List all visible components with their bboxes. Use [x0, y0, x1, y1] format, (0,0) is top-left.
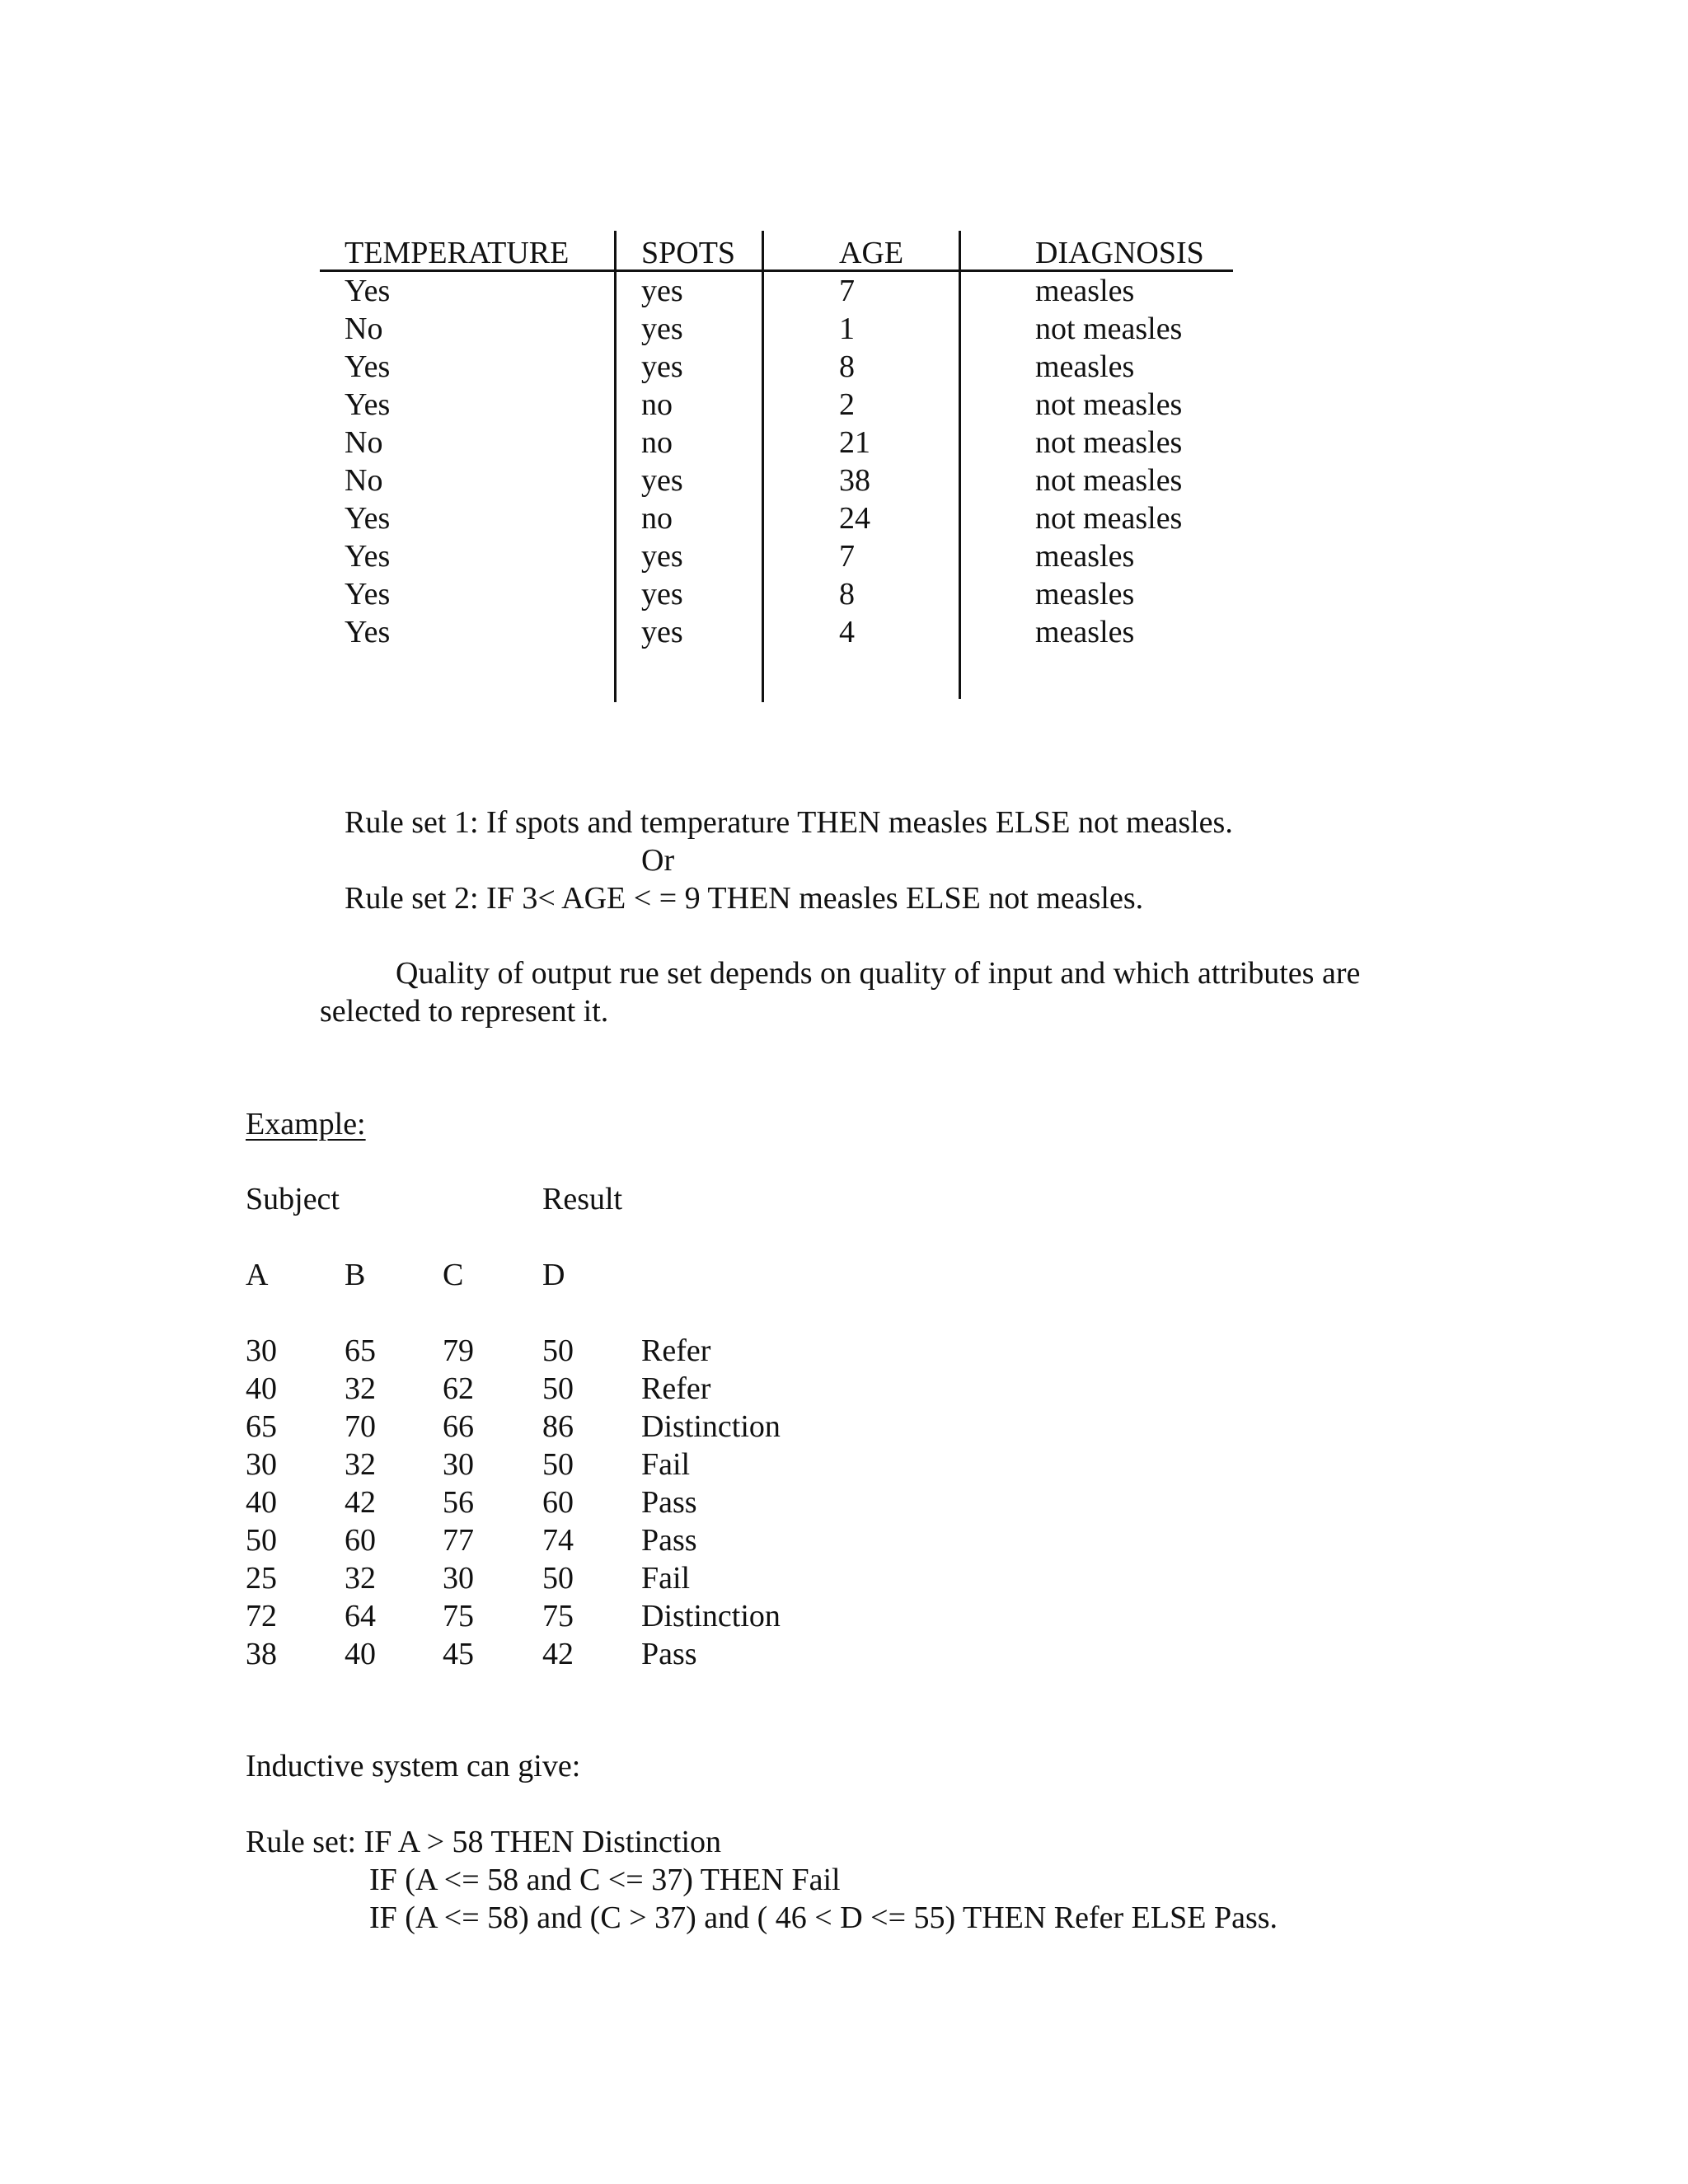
measles-cell: Yes	[345, 577, 391, 612]
header-age: AGE	[839, 236, 904, 270]
column-b: B	[345, 1258, 366, 1292]
example-score-cell: 50	[542, 1561, 574, 1596]
example-score-cell: 56	[443, 1485, 474, 1520]
measles-cell: No	[345, 425, 383, 460]
measles-cell: Yes	[345, 501, 391, 536]
column-c: C	[443, 1258, 464, 1292]
measles-cell: measles	[1035, 615, 1135, 649]
measles-cell: measles	[1035, 349, 1135, 384]
quality-line-1: Quality of output rue set depends on quality of input and which attributes are	[396, 956, 1361, 991]
measles-cell: not measles	[1035, 501, 1183, 536]
measles-cell: Yes	[345, 387, 391, 422]
example-score-cell: 86	[542, 1409, 574, 1444]
example-score-cell: 40	[246, 1485, 277, 1520]
measles-cell: 7	[839, 539, 855, 574]
example-result-cell: Fail	[641, 1561, 691, 1596]
example-score-cell: 50	[246, 1523, 277, 1558]
table-divider-1	[614, 231, 617, 702]
measles-cell: measles	[1035, 577, 1135, 612]
rule-or: Or	[641, 843, 675, 878]
measles-cell: No	[345, 312, 383, 346]
measles-cell: 8	[839, 577, 855, 612]
measles-cell: 24	[839, 501, 870, 536]
example-score-cell: 66	[443, 1409, 474, 1444]
example-score-cell: 75	[542, 1599, 574, 1633]
subject-label: Subject	[246, 1182, 340, 1216]
example-score-cell: 50	[542, 1447, 574, 1482]
measles-cell: yes	[641, 539, 683, 574]
measles-cell: no	[641, 501, 673, 536]
measles-cell: not measles	[1035, 425, 1183, 460]
measles-cell: not measles	[1035, 312, 1183, 346]
example-score-cell: 32	[345, 1447, 376, 1482]
example-score-cell: 72	[246, 1599, 277, 1633]
table-divider-3	[959, 231, 961, 699]
header-temperature: TEMPERATURE	[345, 236, 570, 270]
example-score-cell: 45	[443, 1637, 474, 1671]
example-score-cell: 60	[345, 1523, 376, 1558]
example-score-cell: 30	[246, 1333, 277, 1368]
measles-cell: 21	[839, 425, 870, 460]
example-result-cell: Pass	[641, 1523, 697, 1558]
table-divider-2	[762, 231, 764, 702]
rule-set-2: Rule set 2: IF 3< AGE < = 9 THEN measles ELSE not measles.	[345, 881, 1144, 916]
example-score-cell: 50	[542, 1333, 574, 1368]
measles-cell: 38	[839, 463, 870, 498]
inductive-rule-3: IF (A <= 58) and (C > 37) and ( 46 < D <= 55) THEN Refer ELSE Pass.	[369, 1900, 1278, 1935]
measles-cell: yes	[641, 274, 683, 308]
quality-line-2: selected to represent it.	[320, 994, 609, 1029]
example-heading: Example:	[246, 1107, 366, 1141]
column-d: D	[542, 1258, 565, 1292]
measles-cell: 8	[839, 349, 855, 384]
measles-cell: yes	[641, 463, 683, 498]
measles-cell: measles	[1035, 539, 1135, 574]
example-score-cell: 32	[345, 1371, 376, 1406]
example-score-cell: 42	[542, 1637, 574, 1671]
measles-cell: yes	[641, 349, 683, 384]
example-score-cell: 30	[443, 1561, 474, 1596]
measles-cell: no	[641, 387, 673, 422]
measles-cell: 2	[839, 387, 855, 422]
measles-cell: yes	[641, 577, 683, 612]
measles-cell: Yes	[345, 539, 391, 574]
measles-cell: 1	[839, 312, 855, 346]
example-result-cell: Refer	[641, 1333, 711, 1368]
example-result-cell: Distinction	[641, 1599, 781, 1633]
measles-cell: measles	[1035, 274, 1135, 308]
result-label: Result	[542, 1182, 623, 1216]
example-result-cell: Refer	[641, 1371, 711, 1406]
measles-cell: not measles	[1035, 387, 1183, 422]
inductive-rule-1: Rule set: IF A > 58 THEN Distinction	[246, 1825, 722, 1859]
example-score-cell: 75	[443, 1599, 474, 1633]
inductive-rule-2: IF (A <= 58 and C <= 37) THEN Fail	[369, 1863, 841, 1897]
example-score-cell: 40	[246, 1371, 277, 1406]
header-spots: SPOTS	[641, 236, 736, 270]
example-score-cell: 30	[443, 1447, 474, 1482]
example-score-cell: 77	[443, 1523, 474, 1558]
example-score-cell: 64	[345, 1599, 376, 1633]
measles-cell: no	[641, 425, 673, 460]
example-score-cell: 70	[345, 1409, 376, 1444]
example-score-cell: 25	[246, 1561, 277, 1596]
measles-cell: No	[345, 463, 383, 498]
measles-cell: yes	[641, 615, 683, 649]
example-result-cell: Fail	[641, 1447, 691, 1482]
example-result-cell: Distinction	[641, 1409, 781, 1444]
header-diagnosis: DIAGNOSIS	[1035, 236, 1204, 270]
measles-cell: 4	[839, 615, 855, 649]
rule-set-1: Rule set 1: If spots and temperature THEN measles ELSE not measles.	[345, 805, 1233, 840]
example-result-cell: Pass	[641, 1637, 697, 1671]
example-score-cell: 30	[246, 1447, 277, 1482]
example-score-cell: 60	[542, 1485, 574, 1520]
measles-cell: Yes	[345, 274, 391, 308]
measles-cell: 7	[839, 274, 855, 308]
example-score-cell: 65	[345, 1333, 376, 1368]
example-score-cell: 50	[542, 1371, 574, 1406]
example-score-cell: 65	[246, 1409, 277, 1444]
measles-cell: not measles	[1035, 463, 1183, 498]
example-score-cell: 74	[542, 1523, 574, 1558]
example-score-cell: 38	[246, 1637, 277, 1671]
measles-cell: Yes	[345, 349, 391, 384]
example-score-cell: 42	[345, 1485, 376, 1520]
example-score-cell: 40	[345, 1637, 376, 1671]
example-result-cell: Pass	[641, 1485, 697, 1520]
example-score-cell: 62	[443, 1371, 474, 1406]
example-score-cell: 79	[443, 1333, 474, 1368]
measles-cell: yes	[641, 312, 683, 346]
measles-cell: Yes	[345, 615, 391, 649]
column-a: A	[246, 1258, 269, 1292]
example-score-cell: 32	[345, 1561, 376, 1596]
inductive-intro: Inductive system can give:	[246, 1749, 581, 1783]
